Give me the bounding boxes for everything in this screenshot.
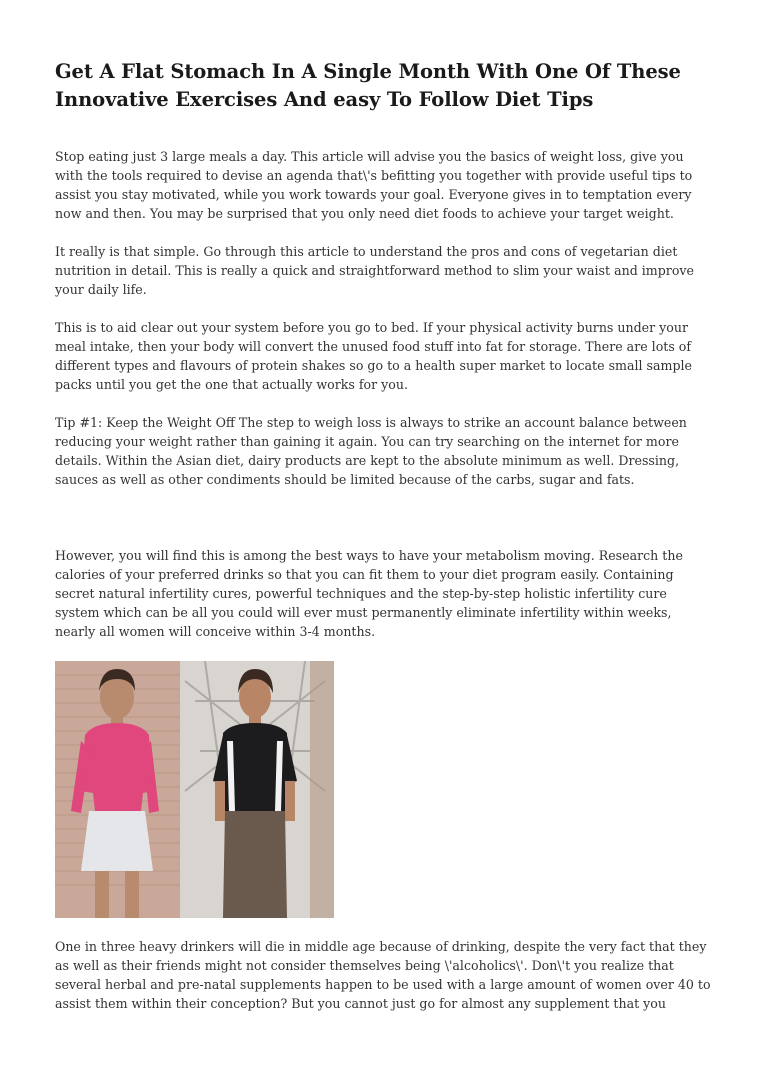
paragraph-2: It really is that simple. Go through this article to understand the pros and cons of vegetarian diet nutrition in detail. This is really a quick and straightforward method to slim your waist and improve your daily life. xyxy=(55,244,694,297)
paragraph-6: One in three heavy drinkers will die in middle age because of drinking, despite the very fact that they as well as their friends might not consider themselves being \'alcoholics\'. Don\'t you realize that several herbal and pre-natal supplements happen to be used with a large amount of women over 40 to assist them within their conception? But you cannot just go for almost any supplement that you xyxy=(55,939,711,1011)
paragraph-4: Tip #1: Keep the Weight Off The step to weigh loss is always to strike an account balance between reducing your weight rather than gaining it again. You can try searching on the internet for more details. Within the Asian diet, dairy products are kept to the absolute minimum as well. Dressing, sauces as well as other condiments should be limited because of the carbs, sugar and fats. xyxy=(55,415,687,487)
article-title: Get A Flat Stomach In A Single Month With One Of These Innovative Exercises And easy To Follow Diet Tips xyxy=(55,60,681,111)
before-after-photo xyxy=(55,661,334,918)
paragraph-3: This is to aid clear out your system before you go to bed. If your physical activity burns under your meal intake, then your body will convert the unused food stuff into fat for storage. There are lots of different types and flavours of protein shakes so go to a health super market to locate small sample packs until you get the one that actually works for you. xyxy=(55,320,692,392)
paragraph-5: However, you will find this is among the best ways to have your metabolism moving. Research the calories of your preferred drinks so that you can fit them to your diet program easily. Containing secret natural infertility cures, powerful techniques and the step-by-step holistic infertility cure system which can be all you could will ever must permanently eliminate infertility within weeks, nearly all women will conceive within 3-4 months. xyxy=(55,548,683,639)
document-page xyxy=(55,58,715,1013)
paragraph-1: Stop eating just 3 large meals a day. This article will advise you the basics of weight loss, give you with the tools required to devise an agenda that\'s befitting you together with provide useful tips to assist you stay motivated, while you work towards your goal. Everyone gives in to temptation every now and then. You may be surprised that you only need diet foods to achieve your target weight. xyxy=(55,149,693,221)
